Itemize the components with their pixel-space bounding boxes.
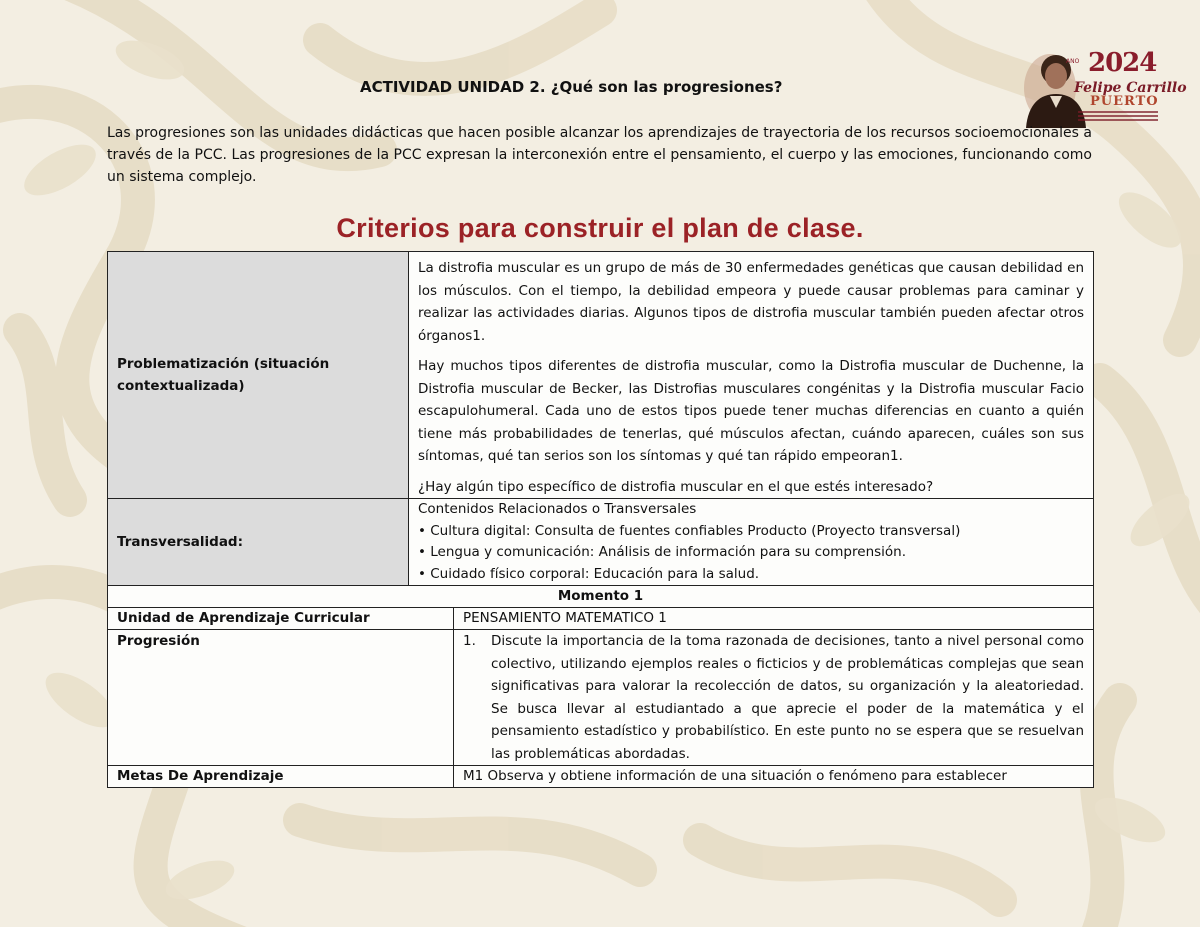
problematizacion-content <box>409 252 1094 499</box>
section-heading: Criterios para construir el plan de clase. <box>336 213 864 243</box>
transversalidad-label: Transversalidad: <box>108 499 409 586</box>
logo-year: 2024 <box>1088 48 1157 78</box>
transversalidad-line: • Lengua y comunicación: Análisis de información para su comprensión. <box>418 544 907 560</box>
transversalidad-content <box>409 499 1094 586</box>
problematizacion-label: Problematización (situación contextualizada) <box>108 252 409 499</box>
problematizacion-paragraph: Hay muchos tipos diferentes de distrofia muscular, como la Distrofia muscular de Duchenne, la Distrofia muscular de Becker, las Distrofias musculares congénitas y la Distrofia muscular Facio escapulohumeral. Cada uno de estos tipos puede tener muchas diferencias en cuanto a quién tiene más probabilidades de tenerlas, qué músculos afectan, cuándo aparecen, cuáles son sus síntomas, qué tan serios son los síntomas y qué tan rápido empeoran1. <box>418 358 1085 464</box>
metas-value: M1 Observa y obtiene información de una situación o fenómeno para establecer <box>454 766 1094 788</box>
uac-label: Unidad de Aprendizaje Curricular <box>108 608 454 630</box>
table-row-uac <box>108 608 1094 630</box>
class-plan-table <box>107 251 1094 788</box>
table-row-progresion <box>108 630 1094 766</box>
logo-place: PUERTO <box>1090 94 1159 109</box>
intro-paragraph: Las progresiones son las unidades didácticas que hacen posible alcanzar los aprendizajes de trayectoria de los recursos socioemocionales a través de la PCC. Las progresiones de la PCC expresan la interconexión entre el pensamiento, el cuerpo y las emociones, funcionando como un sistema complejo. <box>107 125 1092 185</box>
problematizacion-question: ¿Hay algún tipo específico de distrofia muscular en el que estés interesado? <box>418 478 934 495</box>
transversalidad-line: Contenidos Relacionados o Transversales <box>418 501 697 517</box>
table-row-transversalidad <box>108 499 1094 586</box>
transversalidad-line: • Cultura digital: Consulta de fuentes confiables Producto (Proyecto transversal) <box>418 522 961 539</box>
logo-name: Felipe Carrillo <box>1074 80 1187 96</box>
progresion-text: Discute la importancia de la toma razonada de decisiones, tanto a nivel personal como colectivo, utilizando ejemplos reales o ficticios y de problemáticas complejas que sean significativas para valorar la recolección de datos, su organización y la aleatoriedad. Se busca llevar al estudiantado a que aprecie el poder de la matemática y el pensamiento estadístico y probabilístico. En este punto no se espera que se resuelvan las problemáticas abordadas. <box>491 633 1085 762</box>
uac-value: PENSAMIENTO MATEMATICO 1 <box>454 608 1094 630</box>
problematizacion-paragraph: La distrofia muscular es un grupo de más de 30 enfermedades genéticas que causan debilidad en los músculos. Con el tiempo, la debilidad empeora y puede causar problemas para caminar y realizar las actividades diarias. Algunos tipos de distrofia muscular también pueden afectar otros órganos1. <box>418 260 1085 344</box>
progresion-item <box>463 630 1084 765</box>
momento-label: Momento 1 <box>108 586 1094 608</box>
document-title: ACTIVIDAD UNIDAD 2. ¿Qué son las progresiones? <box>360 78 783 96</box>
progresion-number: 1. <box>463 633 476 649</box>
table-row-metas <box>108 766 1094 788</box>
metas-label: Metas De Aprendizaje <box>108 766 454 788</box>
progresion-label: Progresión <box>108 630 454 766</box>
progresion-content <box>454 630 1094 766</box>
transversalidad-line: • Cuidado físico corporal: Educación para la salud. <box>418 565 760 582</box>
table-row-momento <box>108 586 1094 608</box>
logo-small-text: ANO <box>1066 58 1080 65</box>
table-row-problematizacion <box>108 252 1094 499</box>
